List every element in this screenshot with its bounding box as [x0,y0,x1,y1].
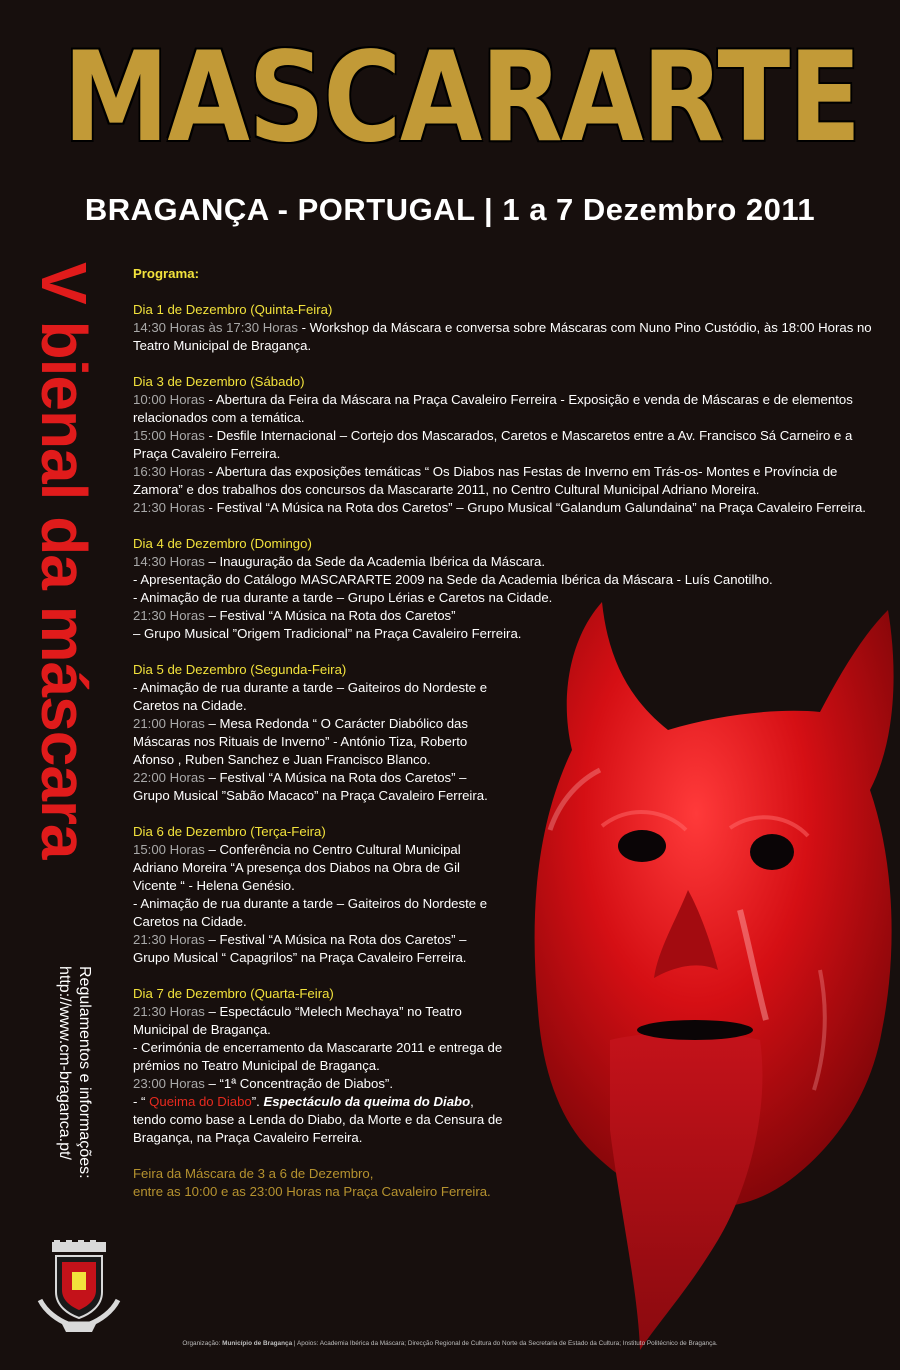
day-7-title: Dia 7 de Dezembro (Quarta-Feira) [133,986,334,1001]
day-4-title: Dia 4 de Dezembro (Domingo) [133,536,312,551]
event-time: 21:30 Horas [133,500,205,515]
event-time: 16:30 Horas [133,464,205,479]
event-mid: ”. [251,1094,264,1109]
day-3-event-1 [133,391,878,427]
day-6-event-2: - Animação de rua durante a tarde – Gaiteiros do Nordeste e Caretos na Cidade. [133,896,488,929]
vertical-title-container [26,262,102,902]
day-6-event-1 [133,841,503,895]
event-time: 21:30 Horas [133,608,205,623]
day-6-event-3 [133,931,503,967]
day-3-event-4 [133,499,878,517]
footer-org-name: Município de Bragança [222,1340,293,1347]
day-4-event-2: - Apresentação do Catálogo MASCARARTE 2009 na Sede da Academia Ibérica da Máscara - Luís Canotilho. [133,572,773,587]
event-time: 15:00 Horas [133,842,205,857]
day-3-title: Dia 3 de Dezembro (Sábado) [133,374,305,389]
event-time: 21:00 Horas [133,716,205,731]
day-7-event-4 [133,1093,503,1147]
day-1-block [133,301,878,355]
feira-line-1: Feira da Máscara de 3 a 6 de Dezembro, [133,1166,374,1181]
day-1-title: Dia 1 de Dezembro (Quinta-Feira) [133,302,333,317]
day-5-event-2 [133,715,503,769]
day-7-event-3 [133,1075,503,1093]
day-4-event-1 [133,553,878,571]
event-bold: Espectáculo da queima do Diabo [263,1094,471,1109]
day-7-event-2: - Cerimónia de encerramento da Mascararte 2011 e entrega de prémios no Teatro Municipal de Bragança. [133,1040,503,1073]
event-time: 22:00 Horas [133,770,205,785]
event-text: – Mesa Redonda “ O Carácter Diabólico das Máscaras nos Rituais de Inverno” - António Tiza, Roberto Afonso , Ruben Sanchez e Juan Francisco Blanco. [133,716,468,767]
day-4-event-5: – Grupo Musical ”Origem Tradicional” na Praça Cavaleiro Ferreira. [133,626,522,641]
day-6-title: Dia 6 de Dezembro (Terça-Feira) [133,824,326,839]
info-label: Regulamentos e informações: [76,966,93,1179]
day-5-event-3 [133,769,503,805]
event-time: 23:00 Horas [133,1076,205,1091]
day-3-event-3 [133,463,878,499]
footer-org-label: Organização: [182,1340,223,1347]
day-3-block [133,373,878,517]
event-text: - Desfile Internacional – Cortejo dos Mascarados, Caretos e Mascaretos entre a Av. Francisco Sá Carneiro e a Praça Cavaleiro Ferreira. [133,428,853,461]
day-6-block [133,823,503,967]
event-text: - Abertura da Feira da Máscara na Praça Cavaleiro Ferreira - Exposição e venda de Máscaras e de elementos relacionados com a temática. [133,392,853,425]
event-text: – Espectáculo “Melech Mechaya” no Teatro Municipal de Bragança. [133,1004,462,1037]
day-4-event-3: - Animação de rua durante a tarde – Grupo Lérias e Caretos na Cidade. [133,590,553,605]
event-text: – Festival “A Música na Rota dos Caretos” [204,608,456,623]
event-time: 21:30 Horas [133,1004,205,1019]
program-label: Programa: [133,266,199,281]
queima-do-diabo-highlight: Queima do Diabo [149,1094,252,1109]
event-time: 10:00 Horas [133,392,205,407]
event-text: - Workshop da Máscara e conversa sobre Máscaras com Nuno Pino Custódio, às 18:00 Horas no Teatro Municipal de Bragança. [133,320,872,353]
event-text: – Conferência no Centro Cultural Municipal Adriano Moreira “A presença dos Diabos na Obra de Gil Vicente “ - Helena Genésio. [133,842,461,893]
event-text: – Festival “A Música na Rota dos Caretos” – Grupo Musical “ Capagrilos” na Praça Cavaleiro Ferreira. [133,932,467,965]
footer-credits [0,1340,900,1347]
day-7-block [133,985,503,1147]
footer-supports: | Apoios: Academia Ibérica da Máscara; Direcção Regional de Cultura do Norte da Secretaria de Estado da Cultura; Instituto Politécnico de Bragança. [292,1340,718,1347]
poster-subtitle: BRAGANÇA - PORTUGAL | 1 a 7 Dezembro 2011 [84,192,816,227]
event-text: – Inauguração da Sede da Academia Ibérica da Máscara. [204,554,546,569]
info-vertical [54,966,94,1206]
day-5-title: Dia 5 de Dezembro (Segunda-Feira) [133,662,347,677]
day-1-event [133,319,878,355]
mask-shape [535,602,894,1350]
day-5-event-1: - Animação de rua durante a tarde – Gaiteiros do Nordeste e Caretos na Cidade. [133,680,488,713]
poster-title: MASCARARTE [63,26,860,170]
event-text: - Abertura das exposições temáticas “ Os Diabos nas Festas de Inverno em Trás-os- Montes e Província de Zamora” e dos trabalhos dos concursos da Mascararte 2011, no Centro Cultural Municipal Adriano Moreira. [133,464,838,497]
event-text: – “1ª Concentração de Diabos”. [204,1076,393,1091]
devil-mask-image [490,590,900,1360]
event-text: , tendo como base a Lenda do Diabo, da Morte e da Censura de Bragança, na Praça Cavaleiro Ferreira. [133,1094,503,1145]
vertical-title: V bienal da máscara [28,262,100,859]
day-5-block [133,661,503,805]
day-3-event-2 [133,427,878,463]
city-coat-of-arms [34,1240,124,1332]
event-time: 14:30 Horas [133,554,205,569]
event-time: 15:00 Horas [133,428,205,443]
day-7-event-1 [133,1003,503,1039]
event-text: - Festival “A Música na Rota dos Caretos” – Grupo Musical “Galandum Galundaina” na Praça Cavaleiro Ferreira. [204,500,866,515]
feira-line-2: entre as 10:00 e as 23:00 Horas na Praça Cavaleiro Ferreira. [133,1184,491,1199]
event-prefix: - “ [133,1094,150,1109]
event-text: – Festival “A Música na Rota dos Caretos” – Grupo Musical ”Sabão Macaco” na Praça Cavaleiro Ferreira. [133,770,488,803]
event-time: 21:30 Horas [133,932,205,947]
info-link[interactable]: http://www.cm-braganca.pt/ [56,966,73,1160]
event-time: 14:30 Horas às 17:30 Horas [133,320,298,335]
